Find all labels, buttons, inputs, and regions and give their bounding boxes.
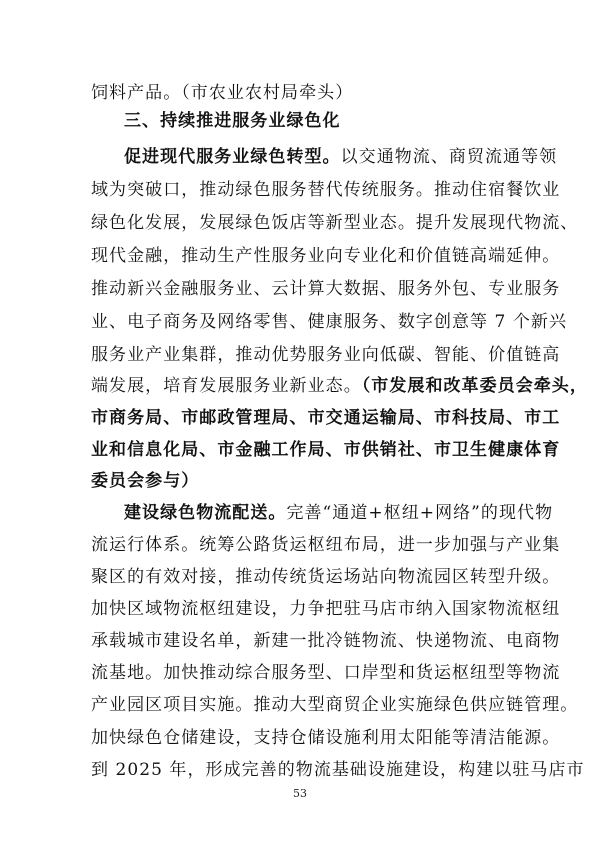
paragraph-1-responsibility-line-4: 委员会参与） <box>91 471 200 491</box>
paragraph-1-line-5: 推动新兴金融服务业、云计算大数据、服务外包、专业服务 <box>91 279 561 299</box>
paragraph-1-lead: 促进现代服务业绿色转型。 <box>124 147 341 167</box>
paragraph-1-responsibility-line-2: 市商务局、市邮政管理局、市交通运输局、市科技局、市工 <box>91 408 561 428</box>
section-heading: 三、持续推进服务业绿色化 <box>124 111 341 131</box>
page-number: 53 <box>293 787 307 800</box>
paragraph-1-line-8-text: 端发展，培育发展服务业新业态。 <box>91 376 362 396</box>
paragraph-1-line-4: 现代金融，推动生产性服务业向专业化和价值链高端延伸。 <box>91 246 561 266</box>
paragraph-1-line-2: 域为突破口，推动绿色服务替代传统服务。推动住宿餐饮业 <box>91 180 561 200</box>
paragraph-2-line-8: 加快绿色仓储建设，支持仓储设施利用太阳能等清洁能源。 <box>91 728 561 748</box>
paragraph-1-line-3: 绿色化发展，发展绿色饭店等新型业态。提升发展现代物流、 <box>91 213 579 233</box>
body-line-1: 饲料产品。（市农业农村局牵头） <box>91 83 354 103</box>
paragraph-2-line-1 <box>0 502 600 524</box>
paragraph-2-line-6: 流基地。加快推动综合服务型、口岸型和货运枢纽型等物流 <box>91 663 561 683</box>
paragraph-2-line-3: 聚区的有效对接，推动传统货运场站向物流园区转型升级。 <box>91 567 561 587</box>
paragraph-1-responsibility-start: （市发展和改革委员会牵头， <box>361 376 588 396</box>
paragraph-2-line-9: 到 2025 年，形成完善的物流基础设施建设，构建以驻马店市 <box>91 760 585 780</box>
paragraph-1-responsibility-line-3: 业和信息化局、市金融工作局、市供销社、市卫生健康体育 <box>91 440 561 460</box>
paragraph-1-line-1-text: 以交通物流、商贸流通等领 <box>340 147 558 167</box>
paragraph-2-line-2: 流运行体系。统筹公路货运枢纽布局，进一步加强与产业集 <box>91 535 561 555</box>
paragraph-2-line-4: 加快区域物流枢纽建设，力争把驻马店市纳入国家物流枢纽 <box>91 599 561 619</box>
paragraph-1-line-8 <box>0 375 600 397</box>
paragraph-2-line-1-text: 完善“通道+枢纽+网络”的现代物 <box>286 503 554 523</box>
paragraph-1-line-6: 业、电子商务及网络零售、健康服务、数字创意等 7 个新兴 <box>91 312 568 332</box>
paragraph-1-line-1 <box>0 146 600 168</box>
paragraph-2-lead: 建设绿色物流配送。 <box>124 503 287 523</box>
paragraph-1-line-7: 服务业产业集群，推动优势服务业向低碳、智能、价值链高 <box>91 345 561 365</box>
paragraph-2-line-5: 承载城市建设名单，新建一批冷链物流、快递物流、电商物 <box>91 631 561 651</box>
paragraph-2-line-7: 产业园区项目实施。推动大型商贸企业实施绿色供应链管理。 <box>91 695 579 715</box>
